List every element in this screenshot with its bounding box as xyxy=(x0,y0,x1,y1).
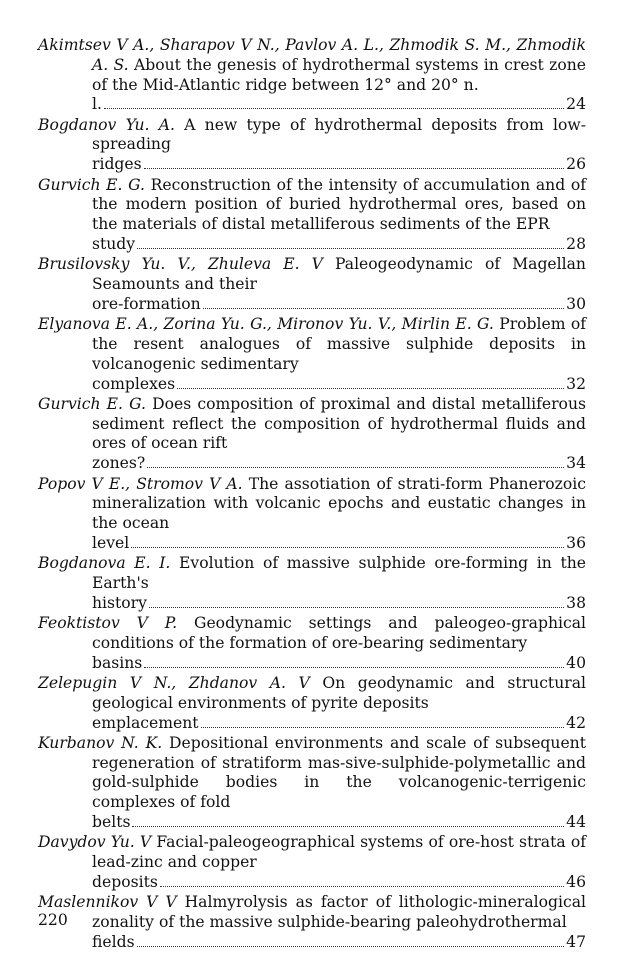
entry-page-number: 24 xyxy=(566,95,586,114)
entry-title-end: complexes xyxy=(92,374,176,393)
entry-authors: Bogdanov Yu. A. xyxy=(38,115,175,134)
leader-dots xyxy=(137,248,564,249)
leader-dots xyxy=(144,667,564,668)
entry-leader-line xyxy=(92,714,586,734)
entry-page-number: 28 xyxy=(566,234,586,253)
entry-title-end: zones? xyxy=(92,454,146,473)
entry-authors: Popov V E., Stromov V A. xyxy=(38,474,243,493)
entry-page-number: 26 xyxy=(566,155,586,174)
entry-title: The assotiation of strati-form Phanerozoic mineralization with volcanic epochs and eustatic changes in the ocean xyxy=(92,474,586,533)
entry-page-number: 32 xyxy=(566,374,586,393)
leader-dots xyxy=(160,886,564,887)
entry-authors: Feoktistov V P. xyxy=(38,614,178,633)
entry-leader-line xyxy=(92,155,586,175)
toc-entry xyxy=(38,614,586,673)
entry-title-end: basins xyxy=(92,653,143,672)
toc-entry xyxy=(38,734,586,833)
entry-page-number: 47 xyxy=(566,932,586,951)
entry-authors: Akimtsev V A., Sharapov V N., Pavlov A. L., Zhmodik S. M., Zhmodik A. S. xyxy=(38,36,586,74)
entry-page-number: 44 xyxy=(566,813,586,832)
leader-dots xyxy=(137,946,565,947)
leader-dots xyxy=(104,108,564,109)
entry-title-end: fields xyxy=(92,932,135,951)
entry-authors: Kurbanov N. K. xyxy=(38,733,163,752)
entry-title: Facial-paleogeographical systems of ore-host strata of lead-zinc and copper xyxy=(92,833,586,872)
entry-title-end: l. xyxy=(92,95,102,114)
toc-entry xyxy=(38,554,586,613)
entry-authors: Elyanova E. A., Zorina Yu. G., Mironov Yu. V., Mirlin E. G. xyxy=(38,315,494,334)
entry-leader-line xyxy=(92,873,586,893)
entry-title-end: ridges xyxy=(92,155,142,174)
entry-title-end: deposits xyxy=(92,872,158,891)
entry-title-end: ore-formation xyxy=(92,294,201,313)
entry-title: Halmyrolysis as factor of lithologic-mineralogical zonality of the massive sulphide-bearing paleohydrothermal xyxy=(92,893,586,932)
leader-dots xyxy=(131,547,564,548)
toc-entry xyxy=(38,36,586,115)
toc-entry xyxy=(38,315,586,394)
entry-leader-line xyxy=(92,375,586,395)
toc-entry xyxy=(38,475,586,554)
entry-page-number: 34 xyxy=(566,454,586,473)
entry-title-end: study xyxy=(92,234,136,253)
entry-title: Problem of the resent analogues of massive sulphide deposits in volcanogenic sedimentary xyxy=(92,315,587,373)
entry-leader-line xyxy=(92,813,586,833)
leader-dots xyxy=(201,727,565,728)
entry-title: Paleogeodynamic of Magellan Seamounts and their xyxy=(92,255,586,294)
toc-entry xyxy=(38,176,586,255)
entry-page-number: 30 xyxy=(566,294,586,313)
leader-dots xyxy=(177,388,564,389)
entry-authors: Bogdanova E. I. xyxy=(38,554,171,573)
entry-authors: Maslennikov V V xyxy=(38,893,177,912)
entry-authors: Davydov Yu. V xyxy=(38,833,152,852)
entry-title: About the genesis of hydrothermal systems in crest zone of the Mid-Atlantic ridge between 12° and 20° n. xyxy=(92,55,586,94)
entry-authors: Brusilovsky Yu. V., Zhuleva E. V xyxy=(38,255,323,274)
entry-page-number: 42 xyxy=(566,713,586,732)
entry-title-end: belts xyxy=(92,813,131,832)
entry-title: A new type of hydrothermal deposits from low-spreading xyxy=(92,115,586,154)
leader-dots xyxy=(149,607,564,608)
entry-authors: Gurvich E. G. xyxy=(38,394,146,413)
entry-title: Evolution of massive sulphide ore-forming in the Earth's xyxy=(92,554,586,593)
entry-authors: Zelepugin V N., Zhdanov A. V xyxy=(38,674,310,692)
entry-page-number: 40 xyxy=(566,653,586,672)
entry-title-end: emplacement xyxy=(92,713,199,732)
entry-title-end: level xyxy=(92,533,130,552)
leader-dots xyxy=(203,308,564,309)
page-number: 220 xyxy=(38,911,68,929)
entry-leader-line xyxy=(92,933,586,953)
entry-title: Does composition of proximal and distal metalliferous sediment reflect the composition of hydrothermal fluids and ores of ocean rift xyxy=(92,394,586,453)
toc-entry xyxy=(38,893,586,952)
entry-title-end: history xyxy=(92,593,147,612)
toc-entry xyxy=(38,674,586,733)
toc-entry xyxy=(38,833,586,892)
entry-page-number: 46 xyxy=(566,872,586,891)
entry-leader-line xyxy=(92,235,586,255)
leader-dots xyxy=(147,467,564,468)
table-of-contents xyxy=(38,36,586,953)
leader-dots xyxy=(144,168,565,169)
entry-title: Reconstruction of the intensity of accumulation and of the modern position of buried hydrothermal ores, based on the materials of distal metalliferous sediments of the EPR xyxy=(92,175,586,234)
entry-title: Depositional environments and scale of subsequent regeneration of stratiform mas-sive-sulphide-polymetallic and gold-sulphide bodies in the volcanogenic-terrigenic complexes of fold xyxy=(92,733,586,812)
entry-leader-line xyxy=(92,95,586,115)
entry-title: Geodynamic settings and paleogeo-graphical conditions of the formation of ore-bearing sedimentary xyxy=(92,614,587,652)
entry-page-number: 36 xyxy=(566,533,586,552)
toc-entry xyxy=(38,116,586,175)
leader-dots xyxy=(132,826,564,827)
entry-leader-line xyxy=(92,534,586,554)
entry-leader-line xyxy=(92,654,586,674)
entry-leader-line xyxy=(92,594,586,614)
toc-entry xyxy=(38,395,586,474)
entry-authors: Gurvich E. G. xyxy=(38,175,145,194)
entry-title: On geodynamic and structural geological environments of pyrite deposits xyxy=(92,674,586,712)
toc-entry xyxy=(38,255,586,314)
entry-page-number: 38 xyxy=(566,593,586,612)
entry-leader-line xyxy=(92,454,586,474)
entry-leader-line xyxy=(92,295,586,315)
